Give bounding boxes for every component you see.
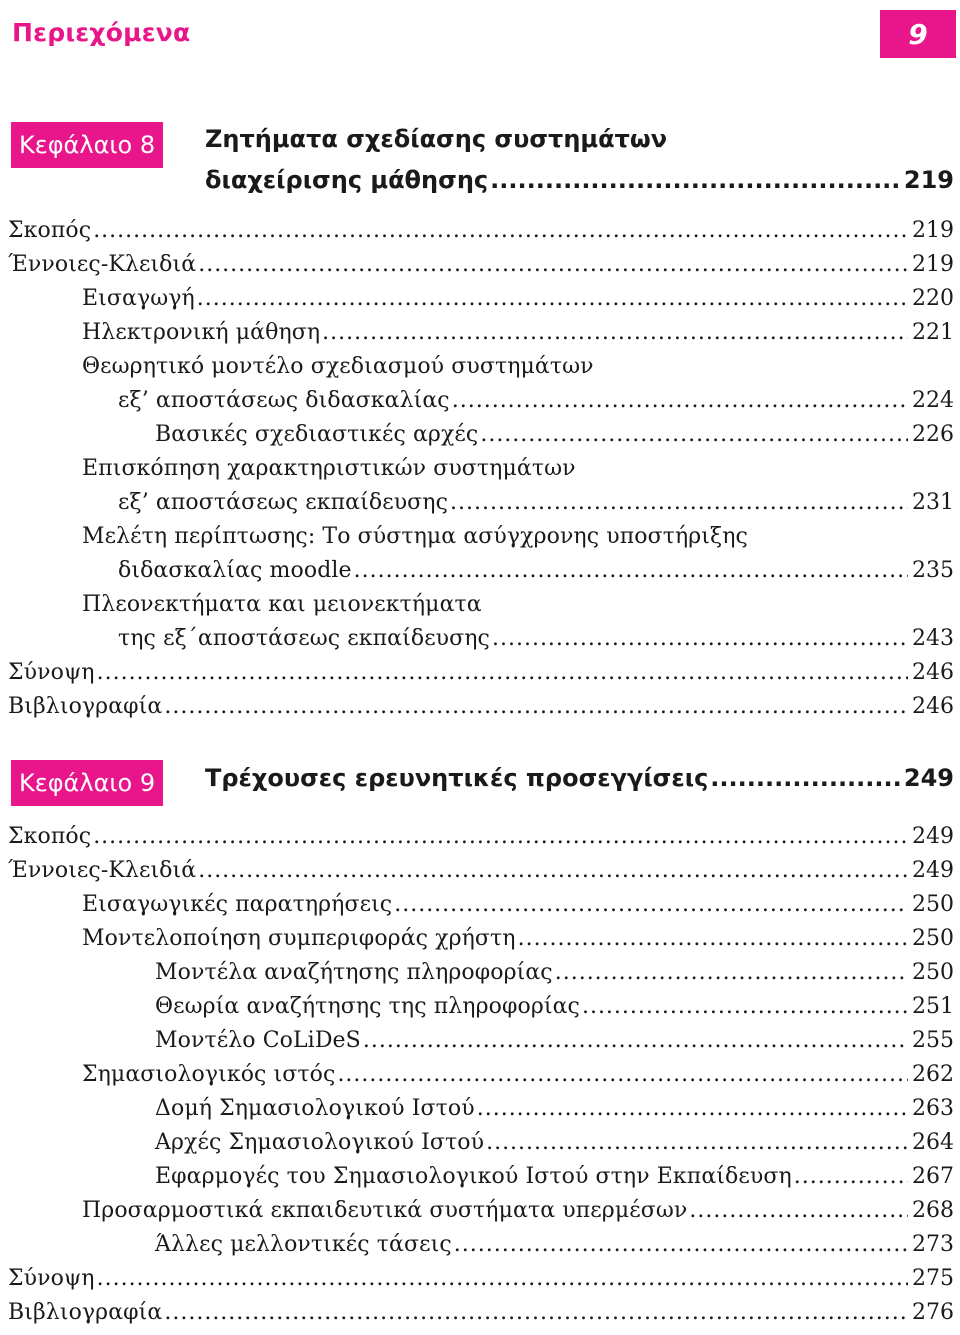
entry-text: Μοντέλο CoLiDeS <box>155 1028 361 1053</box>
toc-entry[interactable] <box>8 858 954 892</box>
entry-page: 224 <box>912 388 954 413</box>
entry-page: 250 <box>912 892 954 917</box>
entry-page: 250 <box>912 926 954 951</box>
page-number-box: 9 <box>880 10 956 58</box>
toc-entry[interactable] <box>82 320 954 354</box>
toc-entry[interactable] <box>8 252 954 286</box>
entry-text: Εφαρμογές του Σημασιολογικού Ιστού στην Εκπαίδευση <box>155 1164 792 1189</box>
entry-page: 219 <box>912 252 954 277</box>
toc-entry[interactable] <box>155 1232 954 1266</box>
entry-text: διδασκαλίας moodle <box>118 558 352 583</box>
toc-entry[interactable] <box>82 286 954 320</box>
entry-page: 251 <box>912 994 954 1019</box>
chapter-title-text: Τρέχουσες ερευνητικές προσεγγίσεις <box>205 764 709 792</box>
toc-entry[interactable] <box>118 626 954 660</box>
entry-text: Βιβλιογραφία <box>8 694 163 719</box>
dot-leader <box>322 320 908 345</box>
dot-leader <box>354 558 908 583</box>
chapter-title-text: διαχείρισης μάθησης <box>205 166 489 194</box>
chapter-title-text: Ζητήματα σχεδίασης συστημάτων <box>205 125 668 153</box>
dot-leader <box>486 1130 908 1155</box>
toc-entry[interactable] <box>82 1198 954 1232</box>
entry-page: 243 <box>912 626 954 651</box>
dot-leader <box>97 660 908 685</box>
entry-text: Σκοπός <box>8 218 92 243</box>
entry-text: Έννοιες-Κλειδιά <box>8 252 197 277</box>
entry-text: Επισκόπηση χαρακτηριστικών συστημάτων <box>82 456 576 481</box>
dot-leader <box>97 1266 908 1291</box>
dot-leader <box>450 490 908 515</box>
toc-entry-first-line[interactable] <box>82 592 954 626</box>
entry-page: 262 <box>912 1062 954 1087</box>
toc-entry[interactable] <box>82 926 954 960</box>
entry-text: εξ’ αποστάσεως διδασκαλίας <box>118 388 450 413</box>
entry-page: 275 <box>912 1266 954 1291</box>
entry-page: 246 <box>912 660 954 685</box>
dot-leader <box>164 694 908 719</box>
dot-leader <box>689 1198 908 1223</box>
toc-entry[interactable] <box>155 994 954 1028</box>
entry-text: Βασικές σχεδιαστικές αρχές <box>155 422 479 447</box>
toc-entry[interactable] <box>8 218 954 252</box>
toc-entry[interactable] <box>155 1130 954 1164</box>
toc-entry[interactable] <box>155 960 954 994</box>
entry-text: εξ’ αποστάσεως εκπαίδευσης <box>118 490 449 515</box>
entry-page: 231 <box>912 490 954 515</box>
entry-page: 250 <box>912 960 954 985</box>
chapter-9-title[interactable] <box>205 764 954 804</box>
entry-page: 267 <box>912 1164 954 1189</box>
entry-text: Σύνοψη <box>8 1266 95 1291</box>
toc-entry[interactable] <box>8 1266 954 1300</box>
chapter-8-title-line1 <box>205 125 954 165</box>
entry-page: 220 <box>912 286 954 311</box>
dot-leader <box>197 286 908 311</box>
entry-text: Βιβλιογραφία <box>8 1300 163 1325</box>
chapter-9-badge: Κεφάλαιο 9 <box>11 760 163 806</box>
entry-page: 276 <box>912 1300 954 1325</box>
page-header-title: Περιεχόμενα <box>12 18 191 47</box>
entry-page: 255 <box>912 1028 954 1053</box>
toc-entry[interactable] <box>8 660 954 694</box>
dot-leader <box>477 1096 908 1121</box>
entry-page: 268 <box>912 1198 954 1223</box>
entry-text: Ηλεκτρονική μάθηση <box>82 320 321 345</box>
toc-entry[interactable] <box>155 1096 954 1130</box>
entry-text: Θεωρητικό μοντέλο σχεδιασμού συστημάτων <box>82 354 594 379</box>
entry-text: Σκοπός <box>8 824 92 849</box>
entry-text: Προσαρμοστικά εκπαιδευτικά συστήματα υπερμέσων <box>82 1198 688 1223</box>
entry-page: 221 <box>912 320 954 345</box>
dot-leader <box>93 218 908 243</box>
entry-text: Μοντέλα αναζήτησης πληροφορίας <box>155 960 553 985</box>
toc-entry[interactable] <box>118 490 954 524</box>
entry-page: 249 <box>912 824 954 849</box>
entry-page: 219 <box>912 218 954 243</box>
toc-entry[interactable] <box>82 892 954 926</box>
dot-leader <box>555 960 908 985</box>
dot-leader <box>394 892 908 917</box>
toc-entry[interactable] <box>155 422 954 456</box>
dot-leader <box>363 1028 908 1053</box>
toc-entry[interactable] <box>82 1062 954 1096</box>
dot-leader <box>582 994 908 1019</box>
toc-entry[interactable] <box>155 1164 954 1198</box>
toc-entry[interactable] <box>8 824 954 858</box>
entry-text: Μοντελοποίηση συμπεριφοράς χρήστη <box>82 926 516 951</box>
dot-leader <box>518 926 908 951</box>
dot-leader <box>198 858 908 883</box>
toc-entry-first-line[interactable] <box>82 354 954 388</box>
dot-leader <box>490 166 902 194</box>
entry-text: Δομή Σημασιολογικού Ιστού <box>155 1096 475 1121</box>
entry-text: Σημασιολογικός ιστός <box>82 1062 336 1087</box>
dot-leader <box>480 422 908 447</box>
entry-page: 273 <box>912 1232 954 1257</box>
chapter-8-badge: Κεφάλαιο 8 <box>11 122 163 168</box>
chapter-8-title-line2[interactable] <box>205 166 954 206</box>
entry-text: Θεωρία αναζήτησης της πληροφορίας <box>155 994 580 1019</box>
entry-page: 246 <box>912 694 954 719</box>
entry-text: Άλλες μελλοντικές τάσεις <box>155 1232 452 1257</box>
entry-text: Αρχές Σημασιολογικού Ιστού <box>155 1130 485 1155</box>
dot-leader <box>492 626 908 651</box>
toc-entry[interactable] <box>8 694 954 728</box>
entry-text: της εξ΄αποστάσεως εκπαίδευσης <box>118 626 490 651</box>
dot-leader <box>710 764 902 792</box>
dot-leader <box>794 1164 908 1189</box>
entry-page: 264 <box>912 1130 954 1155</box>
entry-text: Έννοιες-Κλειδιά <box>8 858 197 883</box>
toc-entry-first-line[interactable] <box>82 456 954 490</box>
dot-leader <box>93 824 908 849</box>
chapter-page-number: 219 <box>903 166 954 194</box>
entry-text: Πλεονεκτήματα και μειονεκτήματα <box>82 592 482 617</box>
dot-leader <box>337 1062 908 1087</box>
toc-entry[interactable] <box>118 388 954 422</box>
dot-leader <box>452 388 908 413</box>
entry-page: 226 <box>912 422 954 447</box>
entry-text: Εισαγωγικές παρατηρήσεις <box>82 892 393 917</box>
dot-leader <box>454 1232 908 1257</box>
entry-text: Σύνοψη <box>8 660 95 685</box>
dot-leader <box>198 252 908 277</box>
entry-text: Μελέτη περίπτωσης: Το σύστημα ασύγχρονης υποστήριξης <box>82 524 748 549</box>
entry-page: 263 <box>912 1096 954 1121</box>
toc-entry[interactable] <box>8 1300 954 1334</box>
toc-entry[interactable] <box>118 558 954 592</box>
entry-text: Εισαγωγή <box>82 286 195 311</box>
dot-leader <box>164 1300 908 1325</box>
toc-entry[interactable] <box>155 1028 954 1062</box>
entry-page: 249 <box>912 858 954 883</box>
chapter-page-number: 249 <box>903 764 954 792</box>
entry-page: 235 <box>912 558 954 583</box>
toc-entry-first-line[interactable] <box>82 524 954 558</box>
